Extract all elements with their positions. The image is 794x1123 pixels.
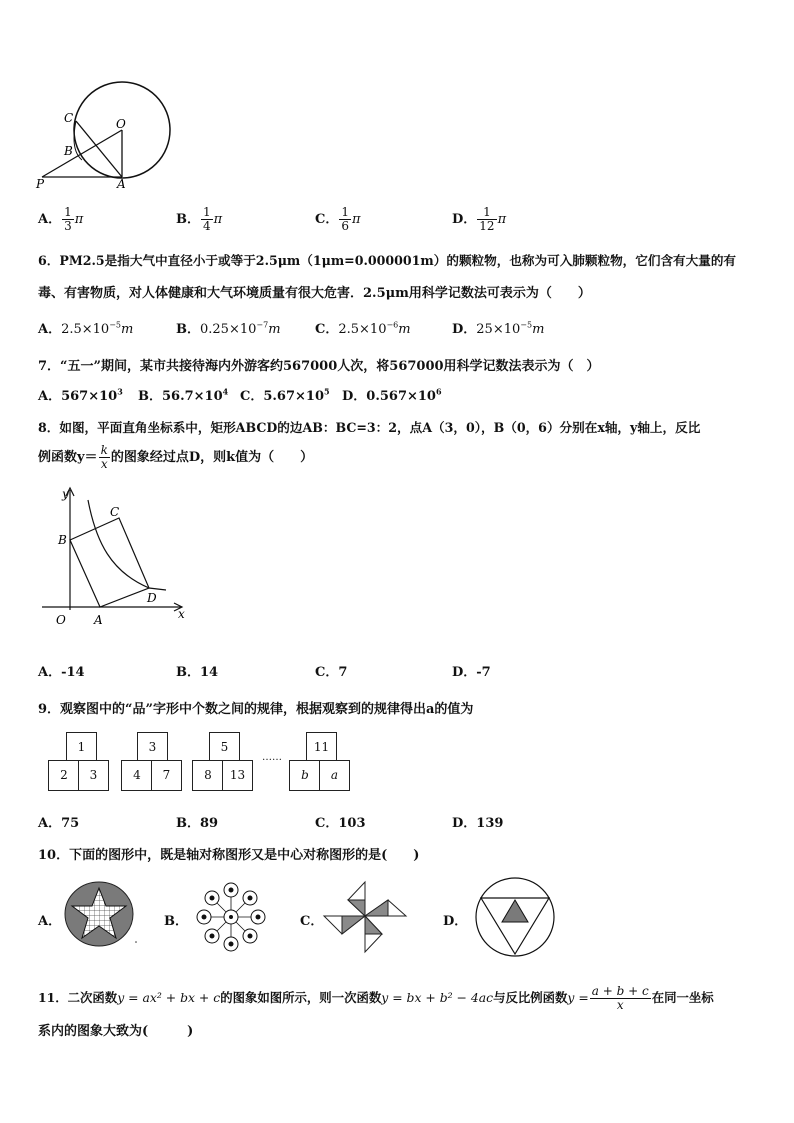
q6-option-c: C．$2.5\times 10^{-6}m$: [315, 320, 411, 337]
q11-stem-line1: 11．二次函数y = ax² + bx + c的图象如图所示，则一次函数y = bx + b² − 4ac与反比例函数y = $\frac{a + b + c}{x}$ 在同一坐标: [38, 984, 714, 1012]
q8-label-d: D: [147, 591, 157, 605]
q8-label-b: B: [58, 533, 67, 547]
q9-option-b: B．89: [176, 816, 219, 831]
q9-box-top: 3: [137, 732, 168, 762]
q7-option-d: D．$0.567\times 10^6$: [342, 386, 442, 404]
q9-option-c: C．103: [315, 816, 366, 831]
q8-stem-line2: 例函数y＝ $\frac{k}{x}$ 的图象经过点D，则k值为（ ）: [38, 443, 314, 471]
q6-stem-line1: 6．PM2.5是指大气中直径小于或等于2.5μm（1μm=0.000001m）的颗粒物，也称为可入肺颗粒物，它们含有大量的有: [38, 253, 737, 268]
q10-option-a-letter: A．: [38, 914, 62, 929]
q8-coordinate-figure: [36, 482, 196, 632]
q9-ellipsis: ……: [262, 752, 282, 763]
q10-pinwheel-figure: [320, 878, 410, 956]
q6-option-a: A．$2.5\times 10^{-5}m$: [38, 320, 134, 337]
q8-option-b: B．14: [176, 665, 219, 680]
q6-stem-line2: 毒、有害物质，对人体健康和大气环境质量有很大危害．2.5μm用科学记数法可表示为（ ）: [38, 286, 591, 301]
q5-label-p: P: [36, 177, 45, 191]
q7-option-c: C．$5.67\times 10^5$: [240, 386, 330, 404]
q7-option-a: A．$567\times 10^3$: [38, 386, 123, 404]
q6-option-b: B．$0.25\times 10^{-7}m$: [176, 320, 281, 337]
q5-label-o: O: [116, 117, 126, 131]
q10-flower-figure: [196, 882, 266, 952]
q9-box-right: 7: [151, 760, 182, 791]
q9-box-top: 1: [66, 732, 97, 762]
q8-label-a: A: [94, 613, 103, 627]
q9-option-a: A．75: [38, 816, 80, 831]
q10-triangle-in-circle-figure: [474, 876, 556, 958]
q10-stem: 10．下面的图形中，既是轴对称图形又是中心对称图形的是( ): [38, 848, 420, 863]
q5-label-a: A: [117, 177, 126, 191]
q5-label-b: B: [64, 144, 73, 158]
q8-label-c: C: [110, 505, 120, 519]
q5-circle-figure: [30, 80, 180, 192]
q9-box-left: b: [289, 760, 321, 791]
q6-option-d: D．$25\times 10^{-5}m$: [452, 320, 545, 337]
q10-option-d-letter: D．: [443, 914, 468, 929]
q10-star-in-circle-figure: [64, 880, 140, 950]
q8-label-y: y: [62, 487, 69, 501]
q5-option-a: A． $\frac{1}{3}$ π: [38, 205, 84, 233]
q9-box-left: 8: [192, 760, 224, 791]
q9-box-top: 5: [209, 732, 240, 762]
q10-option-b-letter: B．: [164, 914, 188, 929]
q9-box-right: 3: [78, 760, 109, 791]
q9-box-right: a: [319, 760, 350, 791]
q8-option-d: D．-7: [452, 665, 491, 680]
q8-stem-line1: 8．如图，平面直角坐标系中，矩形ABCD的边AB：BC=3：2，点A（3，0），B（0，6）分别在x轴，y轴上，反比: [38, 420, 701, 435]
q5-option-b: B． $\frac{1}{4}$ π: [176, 205, 223, 233]
q9-option-d: D．139: [452, 816, 504, 831]
q8-option-a: A．-14: [38, 665, 85, 680]
q8-label-x: x: [178, 607, 185, 621]
q7-stem: 7．“五一”期间，某市共接待海内外游客约567000人次，将567000用科学记数法表示为（ ）: [38, 359, 600, 374]
q11-stem-line2: 系内的图象大致为( ): [38, 1024, 194, 1039]
q9-box-right: 13: [222, 760, 253, 791]
q9-stem: 9．观察图中的“品”字形中个数之间的规律，根据观察到的规律得出a的值为: [38, 702, 474, 717]
q5-option-c: C． $\frac{1}{6}$ π: [315, 205, 361, 233]
q8-label-o: O: [56, 613, 66, 627]
q9-box-top: 11: [306, 732, 337, 762]
q8-option-c: C．7: [315, 665, 348, 680]
q10-option-c-letter: C．: [300, 914, 324, 929]
q9-box-left: 2: [48, 760, 80, 791]
q7-option-b: B．$56.7\times 10^4$: [138, 386, 229, 404]
q5-option-d: D． $\frac{1}{12}$ π: [452, 205, 507, 233]
q9-box-left: 4: [121, 760, 153, 791]
q5-label-c: C: [64, 111, 74, 125]
